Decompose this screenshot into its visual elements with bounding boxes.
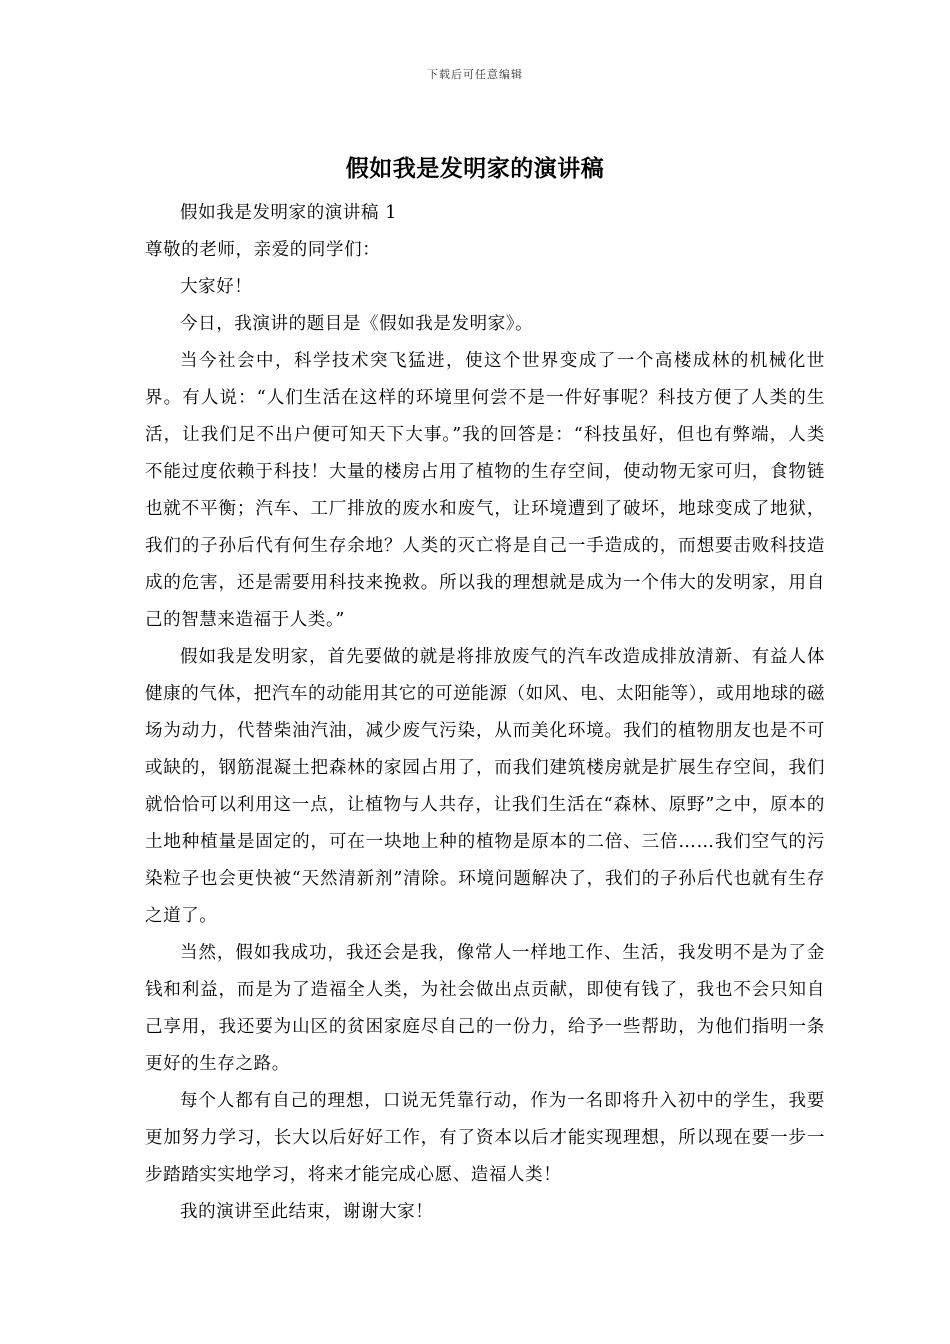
document-title: 假如我是发明家的演讲稿 [345, 155, 605, 182]
paragraph: 我的演讲至此结束，谢谢大家！ [180, 1202, 434, 1222]
paragraph: 假如我是发明家，首先要做的就是将排放废气的汽车改造成排放清新、有益人体健康的气体，把汽车的动能用其它的可逆能源（如风、电、太阳能等），或用地球的磁场为动力，代替柴油汽油，减少废气污染，从而美化环境。我们的植物朋友也是不可或缺的，钢筋混凝土把森林的家园占用了，而我们建筑楼房就是扩展生存空间，我们就恰恰可以利用这一点，让植物与人共存，让我们生活在“森林、原野”之中，原本的土地种植量是固定的，可在一块地上种的植物是原本的二倍、三倍……我们空气的污染粒子也会更快被“天然清新剂”清除。环境问题解决了，我们的子孙后代也就有生存之道了。 [145, 647, 825, 926]
document-body [145, 195, 825, 1231]
paragraph: 当然，假如我成功，我还会是我，像常人一样地工作、生活，我发明不是为了金钱和利益，而是为了造福全人类，为社会做出点贡献，即使有钱了，我也不会只知自己享用，我还要为山区的贫困家庭尽自己的一份力，给予一些帮助，为他们指明一条更好的生存之路。 [145, 943, 825, 1074]
paragraph: 假如我是发明家的演讲稿 1 [180, 203, 397, 223]
paragraph: 每个人都有自己的理想，口说无凭靠行动，作为一名即将升入初中的学生，我要更加努力学习，长大以后好好工作，有了资本以后才能实现理想，所以现在要一步一步踏踏实实地学习，将来才能完成心愿、造福人类！ [145, 1091, 825, 1185]
paragraph: 大家好！ [180, 277, 253, 297]
paragraph: 当今社会中，科学技术突飞猛进，使这个世界变成了一个高楼成林的机械化世界。有人说：“人们生活在这样的环境里何尝不是一件好事呢？科技方便了人类的生活，让我们足不出户便可知天下大事。”我的回答是：“科技虽好，但也有弊端，人类不能过度依赖于科技！大量的楼房占用了植物的生存空间，使动物无家可归，食物链也就不平衡；汽车、工厂排放的废水和废气，让环境遭到了破坏，地球变成了地狱，我们的子孙后代有何生存余地？人类的灭亡将是自己一手造成的，而想要击败科技造成的危害，还是需要用科技来挽救。所以我的理想就是成为一个伟大的发明家，用自己的智慧来造福于人类。” [145, 351, 825, 630]
paragraph: 今日，我演讲的题目是《假如我是发明家》。 [180, 314, 534, 334]
paragraph: 尊敬的老师，亲爱的同学们： [145, 240, 381, 260]
page-header-note: 下载后可任意编辑 [427, 68, 523, 81]
